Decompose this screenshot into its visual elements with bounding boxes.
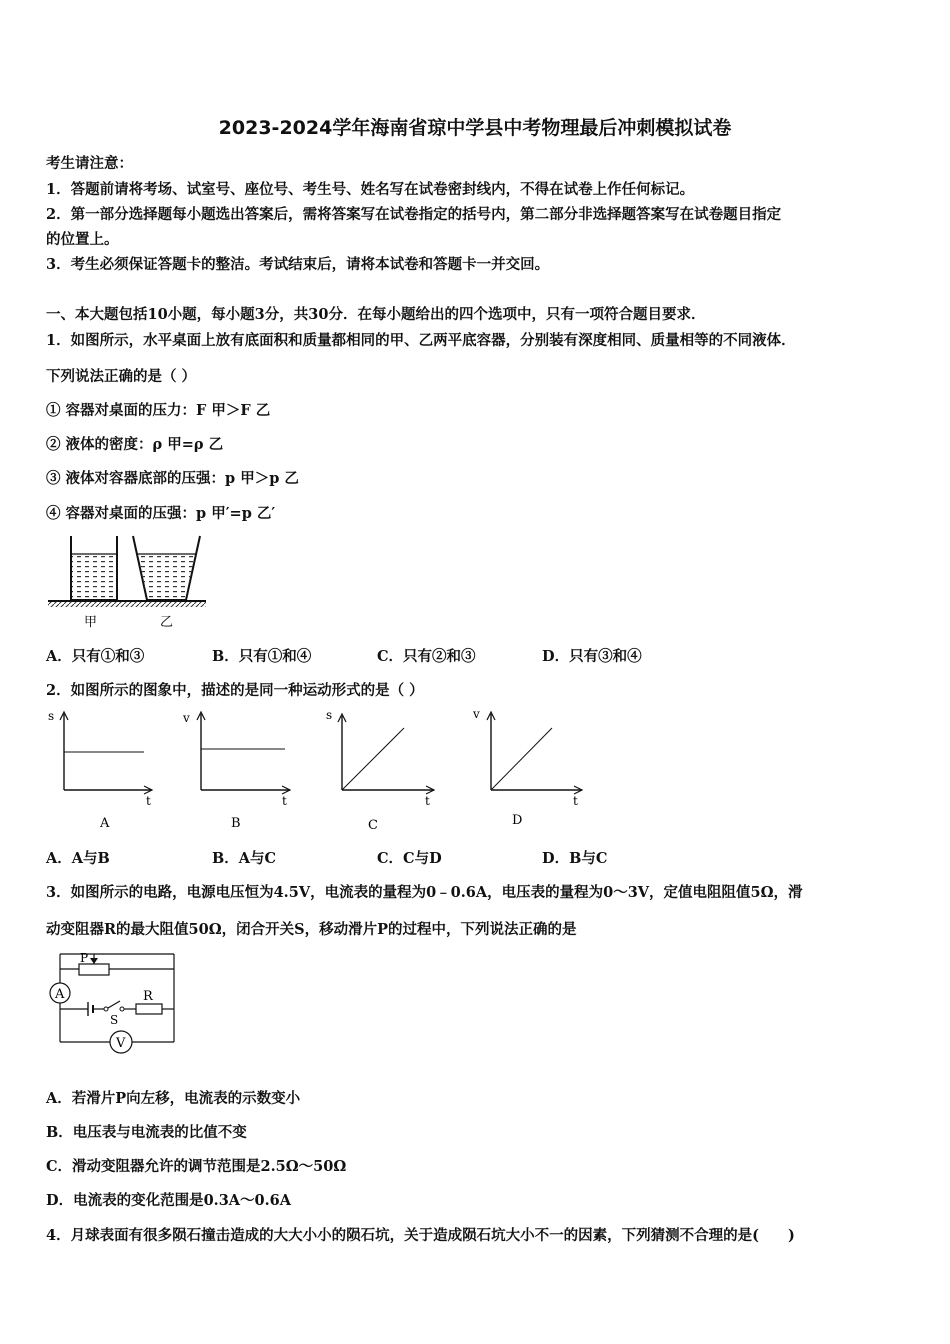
- resistor: [136, 989, 162, 1014]
- q1-statement: ② 液体的密度：ρ 甲=ρ 乙: [46, 436, 224, 453]
- q2-option-d[interactable]: D．B与C: [542, 850, 608, 867]
- q3-stem: 动变阻器R的最大阻值50Ω，闭合开关S，移动滑片P的过程中，下列说法正确的是: [46, 921, 577, 938]
- q1-stem: 1．如图所示，水平桌面上放有底面积和质量都相同的甲、乙两平底容器，分别装有深度相同、质量相等的不同液体．: [46, 332, 796, 349]
- label-yi: 乙: [160, 615, 174, 630]
- axis-label: s: [48, 709, 55, 723]
- q2-stem: 2．如图所示的图象中，描述的是同一种运动形式的是（ ）: [46, 682, 424, 699]
- q1-option-c[interactable]: C．只有②和③: [377, 648, 476, 665]
- page-title: 2023-2024学年海南省琼中学县中考物理最后冲刺模拟试卷: [218, 117, 732, 139]
- switch-label: S: [110, 1013, 119, 1027]
- container-jia: [71, 536, 117, 600]
- graph-c: [326, 708, 434, 833]
- q1-option-d[interactable]: D．只有③和④: [542, 648, 642, 665]
- graph-b: [182, 711, 290, 831]
- axis-label: t: [573, 794, 578, 808]
- graph-label: C: [368, 818, 378, 833]
- voltmeter-label: V: [116, 1036, 126, 1051]
- axis-label: t: [425, 794, 430, 808]
- q1-stem: 下列说法正确的是（ ）: [46, 368, 197, 385]
- notice-item: 2．第一部分选择题每小题选出答案后，需将答案写在试卷指定的括号内，第二部分非选择题答案写在试卷题目指定: [46, 206, 782, 223]
- graph-label: D: [512, 813, 523, 828]
- resistor-label: R: [143, 989, 153, 1004]
- q3-option-b[interactable]: B．电压表与电流表的比值不变: [46, 1124, 247, 1141]
- q1-statement: ③ 液体对容器底部的压强：p 甲＞p 乙: [46, 470, 299, 487]
- q4-stem: 4．月球表面有很多陨石撞击造成的大大小小的陨石坑，关于造成陨石坑大小不一的因素，下列猜测不合理的是( ): [46, 1227, 795, 1244]
- motion-graphs-figure: [44, 706, 594, 834]
- notice-item: 3．考生必须保证答题卡的整洁。考试结束后，请将本试卷和答题卡一并交回。: [46, 256, 550, 273]
- axis-label: t: [146, 794, 151, 808]
- q3-stem: 3．如图所示的电路，电源电压恒为4.5V，电流表的量程为0﹣0.6A，电压表的量程为0～3V，定值电阻阻值5Ω，滑: [46, 884, 803, 901]
- q2-option-a[interactable]: A．A与B: [46, 850, 110, 867]
- label-jia: 甲: [84, 615, 98, 630]
- voltmeter: [110, 1031, 132, 1053]
- notice-item: 的位置上。: [46, 231, 119, 248]
- graph-d: [472, 707, 582, 828]
- q3-option-a[interactable]: A．若滑片P向左移，电流表的示数变小: [46, 1090, 301, 1107]
- battery: [88, 1002, 93, 1016]
- axis-label: s: [326, 708, 333, 722]
- graph-label: B: [231, 816, 241, 831]
- ammeter: [50, 983, 70, 1003]
- circuit-figure: [44, 948, 184, 1060]
- containers-figure: [44, 534, 214, 630]
- notice-heading: 考生请注意：: [46, 155, 133, 172]
- slider-label: P: [80, 951, 89, 965]
- axis-label: v: [183, 711, 190, 725]
- q1-option-a[interactable]: A．只有①和③: [46, 648, 145, 665]
- graph-label: A: [100, 816, 110, 831]
- section-heading: 一、本大题包括10小题，每小题3分，共30分．在每小题给出的四个选项中，只有一项符合题目要求．: [46, 306, 706, 323]
- q3-option-c[interactable]: C．滑动变阻器允许的调节范围是2.5Ω～50Ω: [46, 1158, 347, 1175]
- q1-statement: ④ 容器对桌面的压强：p 甲′=p 乙′: [46, 505, 276, 522]
- ammeter-label: A: [55, 987, 65, 1002]
- q3-option-d[interactable]: D．电流表的变化范围是0.3A～0.6A: [46, 1192, 292, 1209]
- switch: [104, 1001, 124, 1027]
- q1-option-b[interactable]: B．只有①和④: [212, 648, 312, 665]
- q2-option-b[interactable]: B．A与C: [212, 850, 277, 867]
- axis-label: t: [282, 794, 287, 808]
- notice-item: 1．答题前请将考场、试室号、座位号、考生号、姓名写在试卷密封线内，不得在试卷上作任何标记。: [46, 181, 695, 198]
- axis-label: v: [473, 707, 480, 721]
- q1-statement: ① 容器对桌面的压力：F 甲＞F 乙: [46, 402, 271, 419]
- graph-a: [48, 709, 152, 831]
- q2-option-c[interactable]: C．C与D: [377, 850, 442, 867]
- container-yi: [133, 536, 200, 600]
